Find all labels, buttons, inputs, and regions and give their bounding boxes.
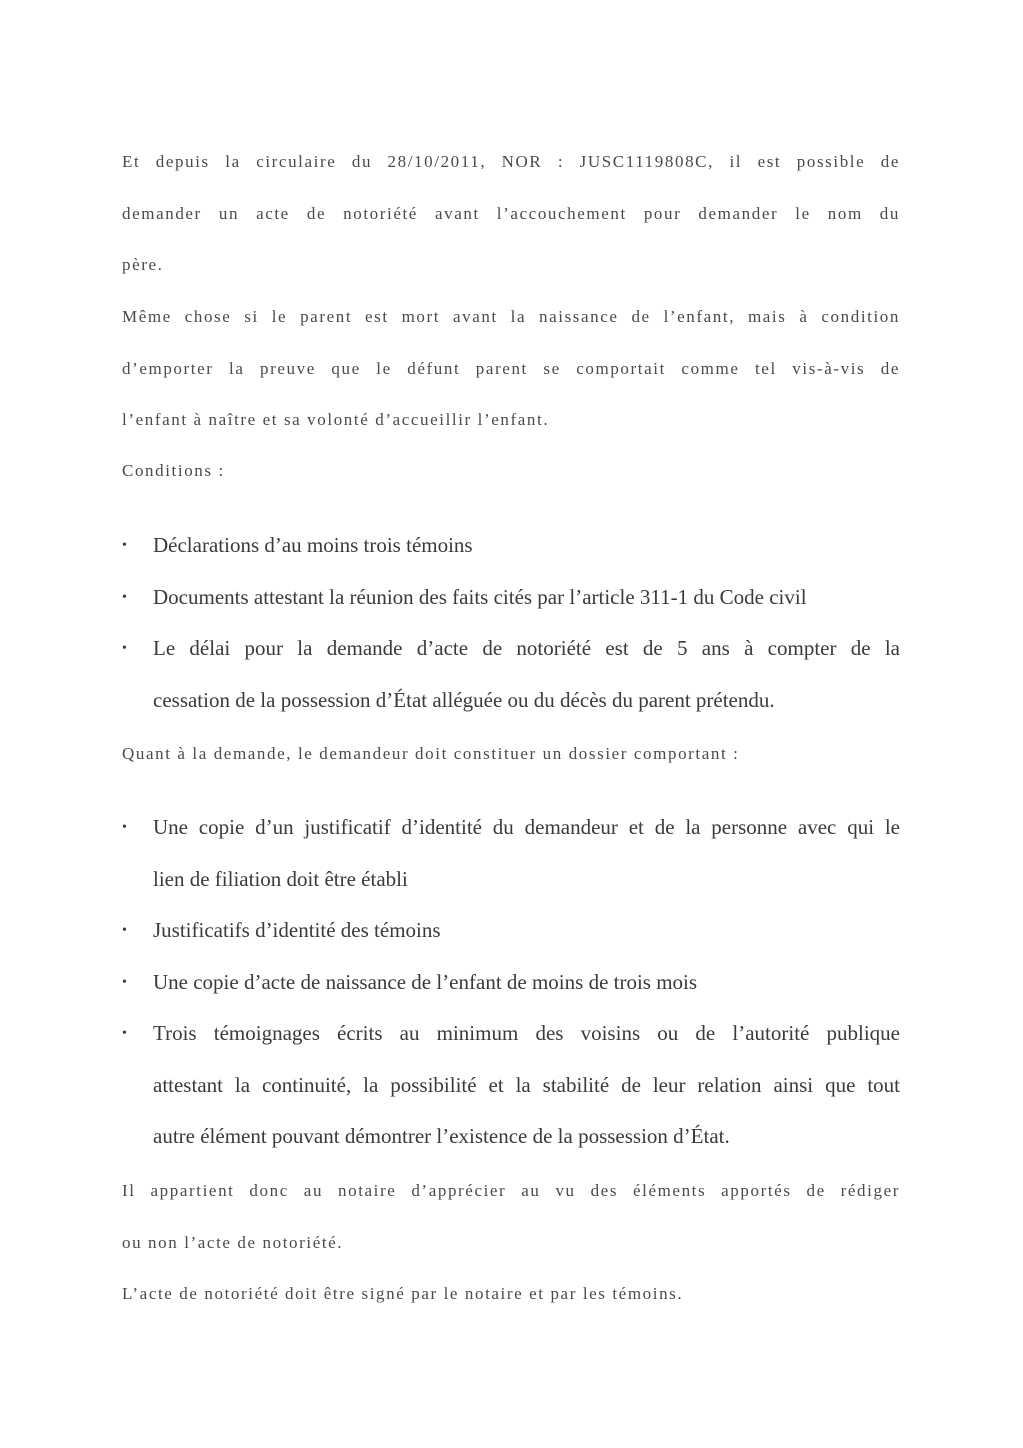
paragraph-line: Et depuis la circulaire du 28/10/2011, NOR : JUSC1119808C, il est possible de (122, 152, 900, 171)
paragraph-line: père. (122, 255, 164, 274)
list-item (122, 572, 900, 624)
list-item-text: lien de filiation doit être établi (153, 866, 408, 891)
list-item-text: Documents attestant la réunion des faits cités par l’article 311-1 du Code civil (153, 584, 807, 609)
bullet-icon: • (122, 820, 127, 835)
bullet-icon: • (122, 641, 127, 656)
list-item-text: attestant la continuité, la possibilité et la stabilité de leur relation ainsi que tout (153, 1072, 900, 1097)
list-item-text: Une copie d’acte de naissance de l’enfant de moins de trois mois (153, 969, 698, 994)
bullet-icon: • (122, 974, 127, 990)
paragraph-line: l’enfant à naître et sa volonté d’accueillir l’enfant. (122, 410, 550, 429)
list-item (122, 520, 900, 572)
request-heading (122, 728, 900, 780)
paragraph-notaire (122, 1165, 900, 1268)
conditions-list (122, 520, 900, 726)
list-item-text: Justificatifs d’identité des témoins (153, 918, 441, 942)
list-item-text: Trois témoignages écrits au minimum des voisins ou de l’autorité publique (153, 1021, 900, 1045)
paragraph-line: ou non l’acte de notoriété. (122, 1232, 344, 1252)
paragraph-line: Même chose si le parent est mort avant la naissance de l’enfant, mais à condition (122, 307, 900, 326)
list-item-text: Le délai pour la demande d’acte de notoriété est de 5 ans à compter de la (153, 636, 900, 660)
list-item-text: autre élément pouvant démontrer l’existence de la possession d’État. (153, 1124, 730, 1148)
bullet-icon: • (122, 538, 127, 553)
paragraph-line: L’acte de notoriété doit être signé par le notaire et par les témoins. (122, 1284, 684, 1303)
documents-list (122, 802, 900, 1163)
heading-text: Quant à la demande, le demandeur doit constituer un dossier comportant : (122, 744, 740, 763)
paragraph-circulaire (122, 136, 900, 291)
list-item-text: cessation de la possession d’État alléguée ou du décès du parent prétendu. (153, 687, 775, 712)
bullet-icon: • (122, 923, 127, 938)
list-item (122, 957, 900, 1009)
list-item-text: Déclarations d’au moins trois témoins (153, 533, 473, 557)
paragraph-line: d’emporter la preuve que le défunt parent se comportait comme tel vis-à-vis de (122, 358, 900, 378)
conditions-heading (122, 445, 900, 497)
paragraph-parent-deceased (122, 291, 900, 446)
paragraph-line: demander un acte de notoriété avant l’accouchement pour demander le nom du (122, 203, 900, 223)
heading-text: Conditions : (122, 461, 225, 480)
list-item (122, 1008, 900, 1163)
paragraph-line: Il appartient donc au notaire d’apprécier au vu des éléments apportés de rédiger (122, 1181, 900, 1200)
list-item (122, 802, 900, 905)
list-item-text: Une copie d’un justificatif d’identité du demandeur et de la personne avec qui le (153, 815, 900, 839)
list-item (122, 905, 900, 957)
bullet-icon: • (122, 1026, 127, 1041)
paragraph-signature (122, 1268, 900, 1320)
list-item (122, 623, 900, 726)
bullet-icon: • (122, 589, 127, 605)
